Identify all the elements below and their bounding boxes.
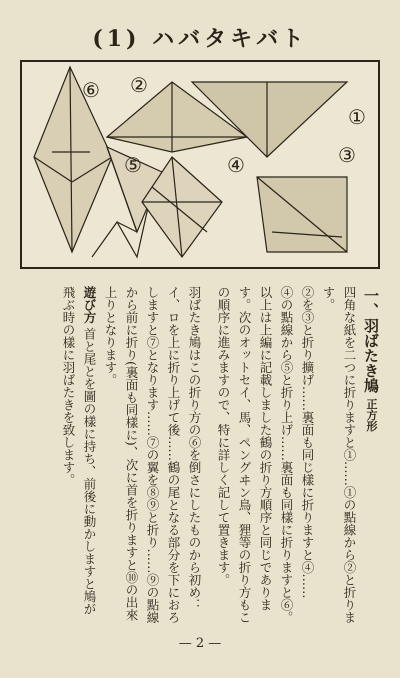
step-6-shape [34, 67, 112, 252]
step-label-4: ④ [227, 153, 245, 177]
paragraph-5: 羽ばたき鳩はこの折り方の⑥を倒さにしたものから初め： [187, 286, 202, 611]
step-label-1: ① [348, 105, 366, 129]
step-3-shape [257, 177, 347, 252]
step-label-3: ③ [338, 143, 356, 167]
paragraph-4: 以上は上編に記載しました鶴の折り方順序と同じであります。次のオットセイ、馬、ペングヰン鳥、狸等の折り方もこの順序に進みますので、特に詳しく記して置きます。 [216, 286, 273, 624]
paragraph-6: イ、ロを上に折り上げて後……鶴の尾となる部分を下におろしますと⑦となります……⑦の翼を⑧⑨と折り……⑨の點線から前に折り(裏面も同樣に)、次に首を折りますと⑩の出來上りとなります。 [103, 286, 181, 624]
paragraph-1: 四角な紙を二つに折りますと①……①の點線から②と折ります。 [321, 286, 357, 624]
step-label-6: ⑥ [82, 78, 100, 102]
body-text [14, 286, 382, 626]
section-heading: 一、羽ばたき鳩 [362, 288, 380, 393]
folding-diagram [20, 60, 380, 269]
section-square-note: 正方形 [365, 398, 378, 432]
paragraph-7: 首と尾とを圖の樣に持ち、前後に動かしますと鳩が飛ぶ時の樣に羽ばたきを致します。 [61, 286, 97, 615]
step-label-5: ⑤ [124, 153, 142, 177]
step-label-2: ② [130, 73, 148, 97]
folding-diagram-svg [22, 62, 378, 267]
paragraph-3: ④の點線から⑤と折り上げ……裏面も同樣に折りますと⑥。 [279, 286, 294, 624]
page-title: (1) ハバタキバト [92, 26, 308, 52]
page-number: — 2 — [178, 636, 222, 651]
play-label: 遊び方 [82, 286, 97, 324]
paragraph-2: ②を③と折り擴げ……裏面も同じ樣に折りますと④…… [300, 286, 315, 599]
